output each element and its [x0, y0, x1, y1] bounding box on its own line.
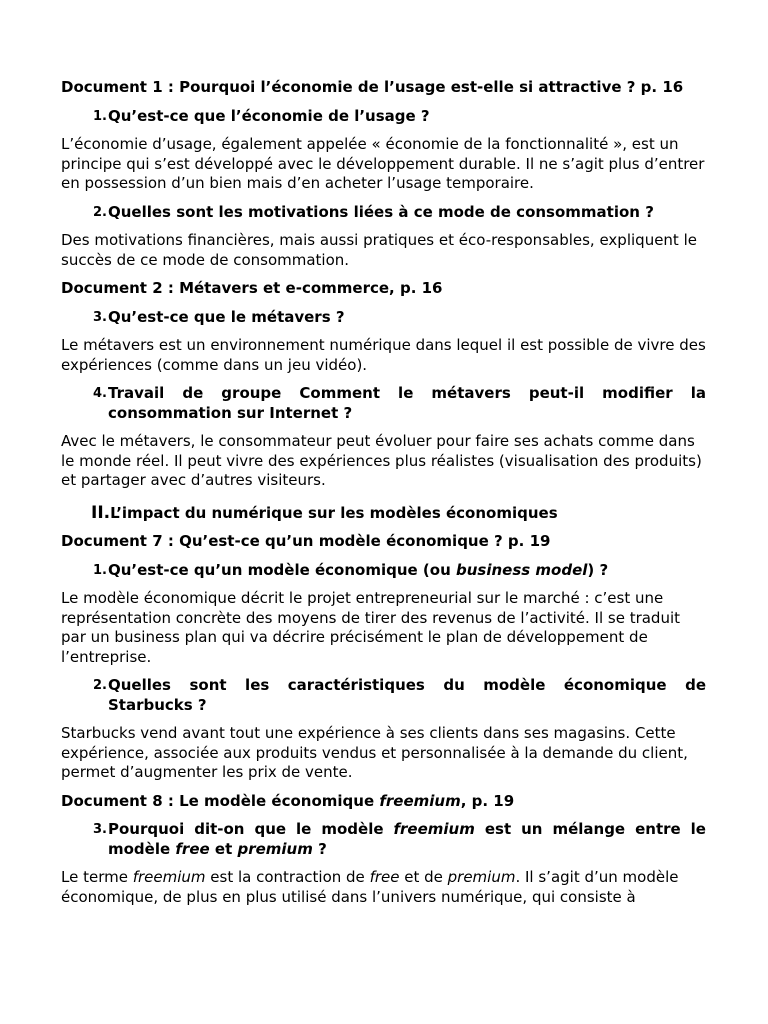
answer-text-part: est la contraction de — [205, 868, 370, 886]
question-line-2: Starbucks ? — [108, 695, 207, 714]
question-text-part: ) ? — [587, 560, 609, 579]
question-line-1: Travail de groupe Comment le métavers peut-il modifier la — [108, 384, 706, 402]
doc1-answer-1: L’économie d’usage, également appelée « économie de la fonctionnalité », est un principe qui s’est développé avec le développement durable. Il ne s’agit plus d’entrer en possession d’un bien mais d’en acheter l’usage temporaire. — [61, 135, 705, 192]
doc2-heading: Document 2 : Métavers et e-commerce, p. 16 — [61, 279, 443, 297]
question-text-part: modèle — [108, 839, 176, 858]
doc1-heading: Document 1 : Pourquoi l’économie de l’usage est-elle si attractive ? p. 16 — [61, 78, 684, 96]
question-text — [108, 820, 706, 859]
doc7-answer-1: Le modèle économique décrit le projet entrepreneurial sur le marché : c’est une représentation concrète des moyens de tirer des revenus de l’activité. Il se traduit par un business plan qui va décrire précisément le plan de développement de l’entreprise. — [61, 589, 681, 666]
doc2-answer-4: Avec le métavers, le consommateur peut évoluer pour faire ses achats comme dans le monde réel. Il peut vivre des expériences plus réalistes (visualisation des produits) et partager avec d’autres visiteurs. — [61, 432, 702, 489]
answer-text-part: . Il s’agit d’un modèle économique, de plus en plus utilisé dans l’univers numérique, qui consiste à — [61, 868, 679, 906]
question-number: 3. — [93, 822, 107, 837]
question-number: 2. — [93, 678, 107, 693]
section-number: II. — [91, 502, 111, 523]
doc7-question-2 — [61, 676, 706, 715]
doc7-answer-2: Starbucks vend avant tout une expérience à ses clients dans ses magasins. Cette expérience, associée aux produits vendus et personnalisée à la demande du client, permet d’augmenter les prix de vente. — [61, 724, 688, 781]
doc1-question-2 — [61, 203, 706, 223]
question-number: 4. — [93, 386, 107, 401]
question-text: Quelles sont les motivations liées à ce mode de consommation ? — [108, 202, 654, 221]
question-text-part: et — [209, 839, 238, 858]
section-heading — [91, 504, 706, 524]
question-line-2: consommation sur Internet ? — [108, 403, 353, 422]
heading-italic: freemium — [379, 791, 461, 810]
question-text — [108, 676, 706, 715]
heading-part: , p. 19 — [460, 791, 515, 810]
question-line-2 — [108, 840, 706, 860]
question-number: 2. — [93, 204, 107, 220]
question-number: 3. — [93, 309, 107, 325]
answer-text-italic: premium — [447, 868, 516, 886]
question-text-italic: free — [175, 839, 210, 858]
question-line-1: Quelles sont les caractéristiques du modèle économique de — [108, 676, 706, 694]
question-text — [108, 384, 706, 423]
doc2-answer-3: Le métavers est un environnement numérique dans lequel il est possible de vivre des expériences (comme dans un jeu vidéo). — [61, 336, 706, 374]
doc2-question-4 — [61, 384, 706, 423]
question-text — [108, 561, 706, 581]
question-number: 1. — [93, 562, 107, 578]
question-text-part: Qu’est-ce qu’un modèle économique (ou — [108, 560, 456, 579]
question-text-part: est un mélange entre le — [474, 820, 706, 838]
question-text: Qu’est-ce que le métavers ? — [108, 307, 345, 326]
answer-text-part: Le terme — [61, 868, 133, 886]
doc8-heading — [61, 792, 706, 812]
doc1-question-1 — [61, 107, 706, 127]
question-text-italic: premium — [237, 839, 313, 858]
doc8-answer-3 — [61, 868, 706, 907]
question-number: 1. — [93, 108, 107, 124]
question-line-1 — [108, 820, 706, 840]
question-text-italic: freemium — [393, 820, 475, 838]
doc7-question-1 — [61, 561, 706, 581]
question-text-part: Pourquoi dit-on que le modèle — [108, 820, 394, 838]
question-text-italic: business model — [456, 560, 588, 579]
doc1-answer-2: Des motivations financières, mais aussi pratiques et éco-responsables, expliquent le succès de ce mode de consommation. — [61, 231, 697, 269]
answer-text-italic: free — [369, 868, 400, 886]
question-text-part: ? — [312, 839, 327, 858]
heading-part: Document 8 : Le modèle économique — [61, 791, 380, 810]
answer-text-part: et de — [399, 868, 448, 886]
doc7-heading: Document 7 : Qu’est-ce qu’un modèle économique ? p. 19 — [61, 532, 551, 550]
section-title-text: L’impact du numérique sur les modèles économiques — [110, 503, 558, 522]
doc2-question-3 — [61, 308, 706, 328]
doc8-question-3 — [61, 820, 706, 859]
question-text: Qu’est-ce que l’économie de l’usage ? — [108, 106, 430, 125]
answer-text-italic: freemium — [132, 868, 206, 886]
